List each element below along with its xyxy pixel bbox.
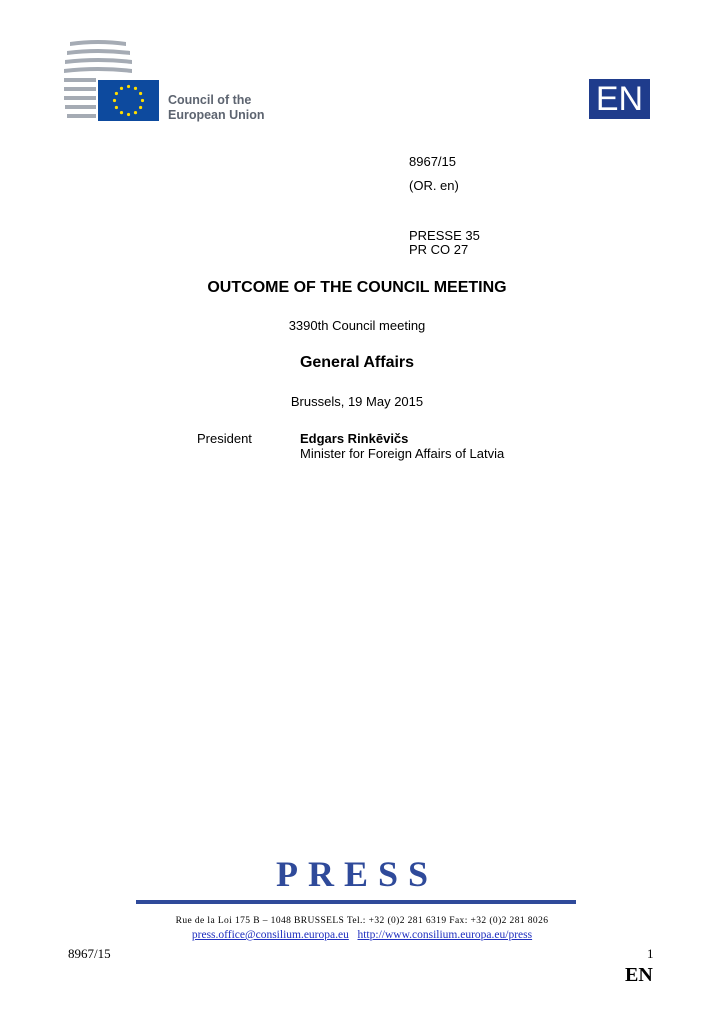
org-name-line1: Council of the	[168, 93, 252, 107]
document-title: OUTCOME OF THE COUNCIL MEETING	[207, 279, 507, 296]
meeting-subject: General Affairs	[299, 354, 415, 371]
press-email-link[interactable]: press.office@consilium.europa.eu	[191, 929, 349, 941]
meeting-number: 3390th Council meeting	[288, 318, 426, 333]
president-label: President	[197, 431, 252, 446]
document-number: 8967/15	[409, 154, 456, 169]
press-divider	[136, 900, 576, 904]
press-heading: PRESS	[275, 854, 439, 894]
organization-name	[168, 93, 265, 123]
prco-number: PR CO 27	[409, 242, 469, 257]
original-language: (OR. en)	[409, 178, 459, 193]
eu-flag-icon	[98, 80, 159, 121]
meeting-place-date: Brussels, 19 May 2015	[290, 394, 424, 409]
press-website-link[interactable]: http://www.consilium.europa.eu/press	[357, 929, 533, 941]
press-number: PRESSE 35	[409, 228, 480, 243]
footer-address: Rue de la Loi 175 B – 1048 BRUSSELS Tel.: +32 (0)2 281 6319 Fax: +32 (0)2 281 8026	[175, 916, 549, 926]
footer-language: EN	[625, 964, 653, 986]
org-name-line2: European Union	[168, 108, 265, 122]
president-role: Minister for Foreign Affairs of Latvia	[300, 446, 505, 461]
language-badge: EN	[589, 79, 650, 119]
president-name: Edgars Rinkēvičs	[300, 431, 409, 446]
footer-document-number: 8967/15	[68, 946, 111, 961]
footer-links	[0, 929, 724, 941]
page-number: 1	[647, 946, 654, 961]
